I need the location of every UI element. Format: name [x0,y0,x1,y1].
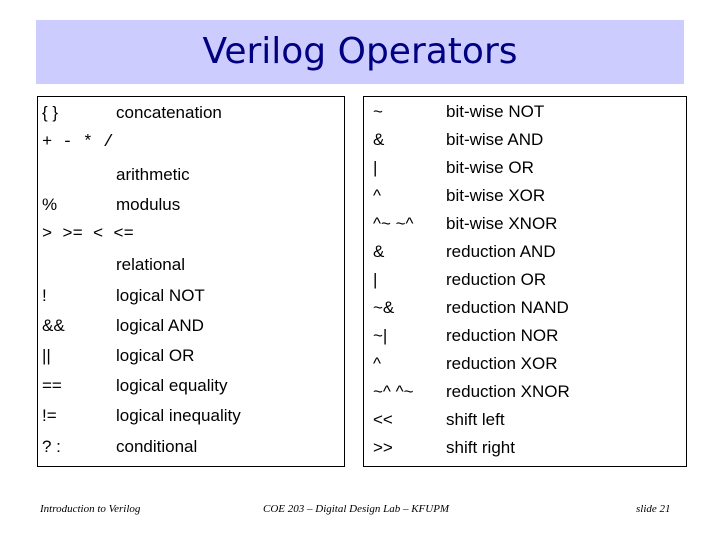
right-row-4-symbol: ^~ ~^ [373,214,414,233]
left-row-8-desc: logical inequality [116,406,241,425]
left-row-4-symbol: ! [42,286,47,305]
right-row-7-symbol: ~& [373,298,395,317]
right-row-4-desc: bit-wise XNOR [446,214,558,233]
left-row-7-desc: logical equality [116,376,228,395]
left-row-4-desc: logical NOT [116,286,205,305]
right-row-11-symbol: << [373,410,393,429]
right-row-10-desc: reduction XNOR [446,382,570,401]
left-row-0-symbol: { } [42,103,59,122]
right-row-8-symbol: ~| [373,326,388,345]
right-row-6-desc: reduction OR [446,270,547,289]
footer-left: Introduction to Verilog [40,503,141,515]
left-row-9-desc: conditional [116,437,198,456]
footer-center: COE 203 – Digital Design Lab – KFUPM [263,503,450,515]
left-row-9-symbol: ? : [42,437,61,456]
right-row-10-symbol: ~^ ^~ [373,382,414,401]
left-row-1-desc: arithmetic [116,165,190,184]
left-row-5-symbol: && [42,316,65,335]
right-row-2-symbol: | [373,158,378,177]
left-row-7-symbol: == [42,376,62,395]
right-row-1-desc: bit-wise AND [446,130,544,149]
right-row-2-desc: bit-wise OR [446,158,534,177]
right-row-6-symbol: | [373,270,378,289]
left-row-8-symbol: != [42,406,57,425]
right-row-9-desc: reduction XOR [446,354,558,373]
slide-title: Verilog Operators [202,31,518,72]
right-row-1-symbol: & [373,130,385,149]
right-row-7-desc: reduction NAND [446,298,569,317]
right-row-0-desc: bit-wise NOT [446,102,545,121]
right-row-11-desc: shift left [446,410,505,429]
left-row-1-symbol: + - * / [42,133,114,152]
left-row-6-desc: logical OR [116,346,195,365]
title-bar [36,20,684,84]
right-row-8-desc: reduction NOR [446,326,559,345]
left-row-0-desc: concatenation [116,103,222,122]
footer-right: slide 21 [636,503,671,515]
left-row-5-desc: logical AND [116,316,204,335]
right-row-12-symbol: >> [373,438,393,457]
left-row-3-desc: relational [116,255,185,274]
right-row-5-symbol: & [373,242,385,261]
right-row-0-symbol: ~ [373,102,383,121]
right-row-3-symbol: ^ [373,186,381,205]
right-row-9-symbol: ^ [373,354,381,373]
right-row-12-desc: shift right [446,438,515,457]
left-row-3-symbol: > >= < <= [42,225,134,244]
left-row-6-symbol: || [42,346,51,365]
left-row-2-symbol: % [42,195,58,214]
right-row-3-desc: bit-wise XOR [446,186,546,205]
right-row-5-desc: reduction AND [446,242,556,261]
left-row-2-desc: modulus [116,195,181,214]
